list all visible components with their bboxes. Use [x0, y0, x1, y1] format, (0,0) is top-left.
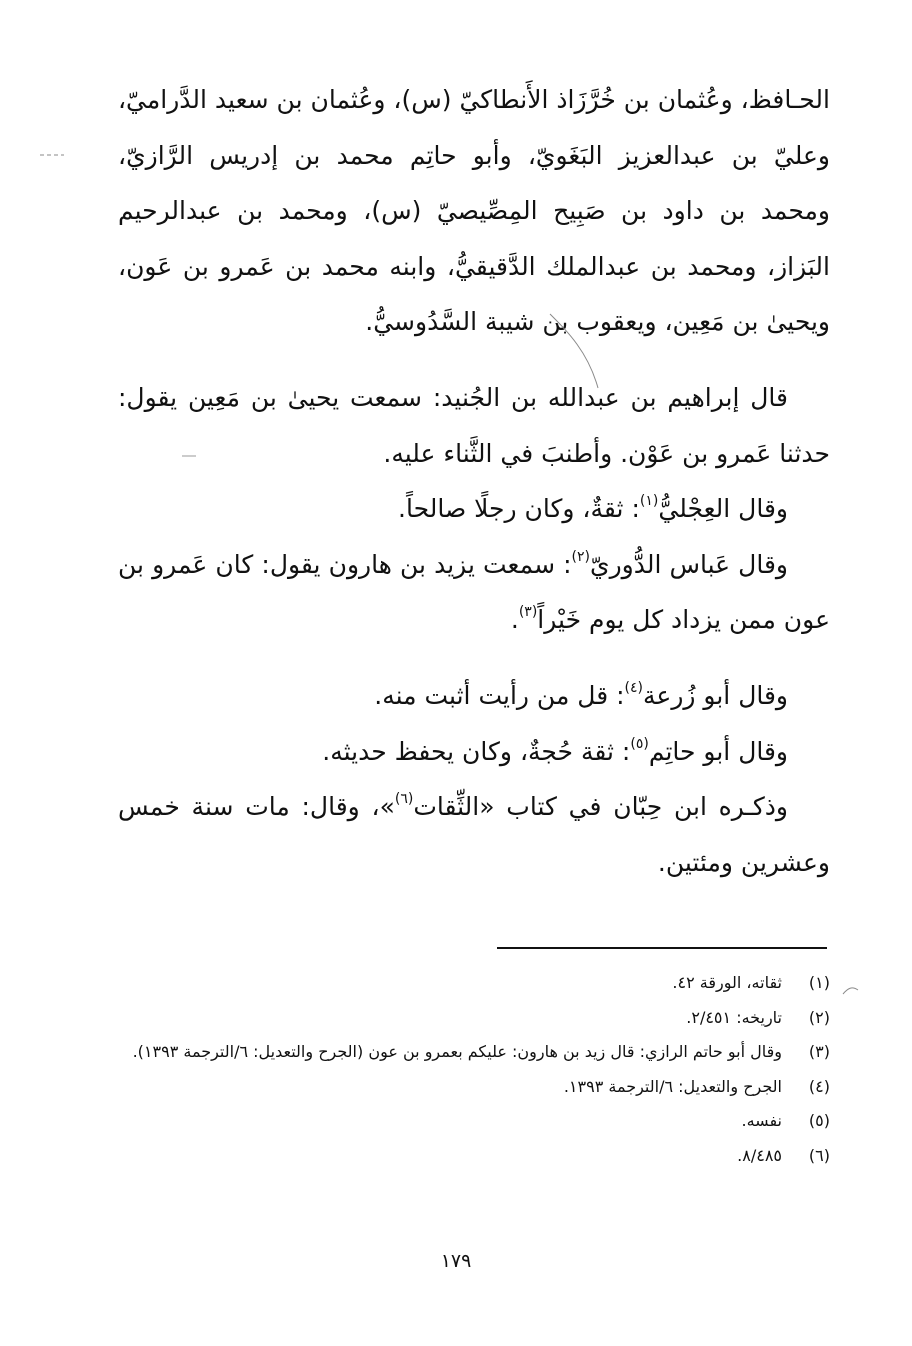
footnote-item	[118, 1035, 830, 1070]
abu-hatim-paragraph	[118, 724, 830, 780]
ibn-hibban-paragraph	[118, 779, 830, 890]
footnote-ref[interactable]: (١)	[639, 493, 659, 510]
footnote-item	[118, 1104, 830, 1139]
footnote-item	[118, 1001, 830, 1036]
footnote-text: ثقاته، الورقة ٤٢.	[672, 973, 782, 992]
footnote-number: (٦)	[808, 1145, 830, 1165]
main-text	[118, 72, 830, 890]
footnote-ref[interactable]: (٢)	[571, 548, 590, 565]
paragraph-text: »، وقال: مات سنة خمس وعشرين ومئتين.	[118, 792, 830, 877]
paragraph-text: : سمعت يزيد بن هارون يقول: كان عَمرو بن عون ممن يزداد كل يوم خَيْراً	[118, 549, 830, 635]
paragraph-text: الحـافظ، وعُثمان بن خُرَّزَاذ الأَنطاكيّ (س)، وعُثمان بن سعيد الدَّراميّ، وعليّ بن عبدالعزيز البَغَويّ، وأبو حاتِم محمد بن إدريس الرَّازيّ، ومحمد بن داود بن صَبِيح المِصِّيصيّ (س)، ومحمد بن عبدالرحيم البَزاز، ومحمد بن عبدالملك الدَّقيقيُّ، وابنه محمد بن عَمرو بن عَون، ويحيىٰ بن مَعِين، ويعقوب بن شيبة السَّدُوسيُّ.	[117, 85, 830, 337]
footnote-ref[interactable]: (٤)	[624, 679, 644, 696]
footnote-item	[118, 1070, 830, 1105]
footnote-ref[interactable]: (٣)	[518, 604, 538, 621]
footnote-divider	[497, 947, 827, 949]
footnote-text: الجرح والتعديل: ٦/الترجمة ١٣٩٣.	[563, 1076, 782, 1096]
narrators-paragraph	[118, 72, 830, 350]
footnote-item	[118, 966, 830, 1001]
paragraph-text: وقال أبو زُرعة	[643, 680, 788, 710]
pencil-mark-icon	[38, 148, 68, 162]
pencil-mark-icon	[548, 312, 608, 392]
footnote-ref[interactable]: (٦)	[394, 791, 414, 808]
paragraph-text: قال إبراهيم بن عبدالله بن الجُنيد: سمعت يحيىٰ بن مَعِين يقول: حدثنا عَمرو بن عَوْن. وأطنبَ في الثَّناء عليه.	[118, 382, 830, 468]
pencil-mark-icon	[180, 451, 200, 461]
paragraph-text: : ثقة حُجةٌ، وكان يحفظ حديثه.	[322, 736, 631, 766]
footnote-ref[interactable]: (٥)	[630, 735, 649, 752]
footnote-text: وقال أبو حاتم الرازي: قال زيد بن هارون: عليكم بعمرو بن عون (الجرح والتعديل: ٦/الترجمة ١٣٩٣).	[132, 1042, 782, 1061]
footnote-number: (٤)	[808, 1076, 830, 1096]
duri-paragraph	[118, 537, 830, 648]
footnote-number: (٣)	[808, 1042, 830, 1061]
paragraph-text: وقال عَباس الدُّوريّ	[590, 549, 788, 579]
footnote-text: ٨/٤٨٥.	[737, 1145, 782, 1165]
paragraph-text: : قل من رأيت أثبت منه.	[374, 680, 625, 710]
paragraph-text: : ثقةٌ، وكان رجلًا صالحاً.	[398, 494, 640, 524]
ibn-al-junayd-paragraph	[118, 370, 830, 481]
pencil-mark-icon	[840, 980, 862, 1000]
paragraph-text: وذكـره ابن حِبّان في كتاب «الثِّقات	[413, 792, 788, 822]
footnote-text: تاريخه: ٢/٤٥١.	[686, 1007, 782, 1027]
ijli-paragraph	[118, 481, 830, 537]
footnotes	[118, 966, 830, 1173]
page-number: ١٧٩	[440, 1250, 472, 1272]
paragraph-text: .	[510, 605, 519, 635]
footnote-number: (٥)	[808, 1111, 830, 1130]
footnote-number: (١)	[808, 973, 830, 992]
footnote-item	[118, 1139, 830, 1174]
paragraph-text: وقال أبو حاتِم	[648, 736, 788, 766]
abu-zura-paragraph	[118, 668, 830, 724]
footnote-text: نفسه.	[741, 1111, 782, 1130]
paragraph-text: وقال العِجْليُّ	[658, 494, 788, 524]
footnote-number: (٢)	[808, 1007, 830, 1027]
